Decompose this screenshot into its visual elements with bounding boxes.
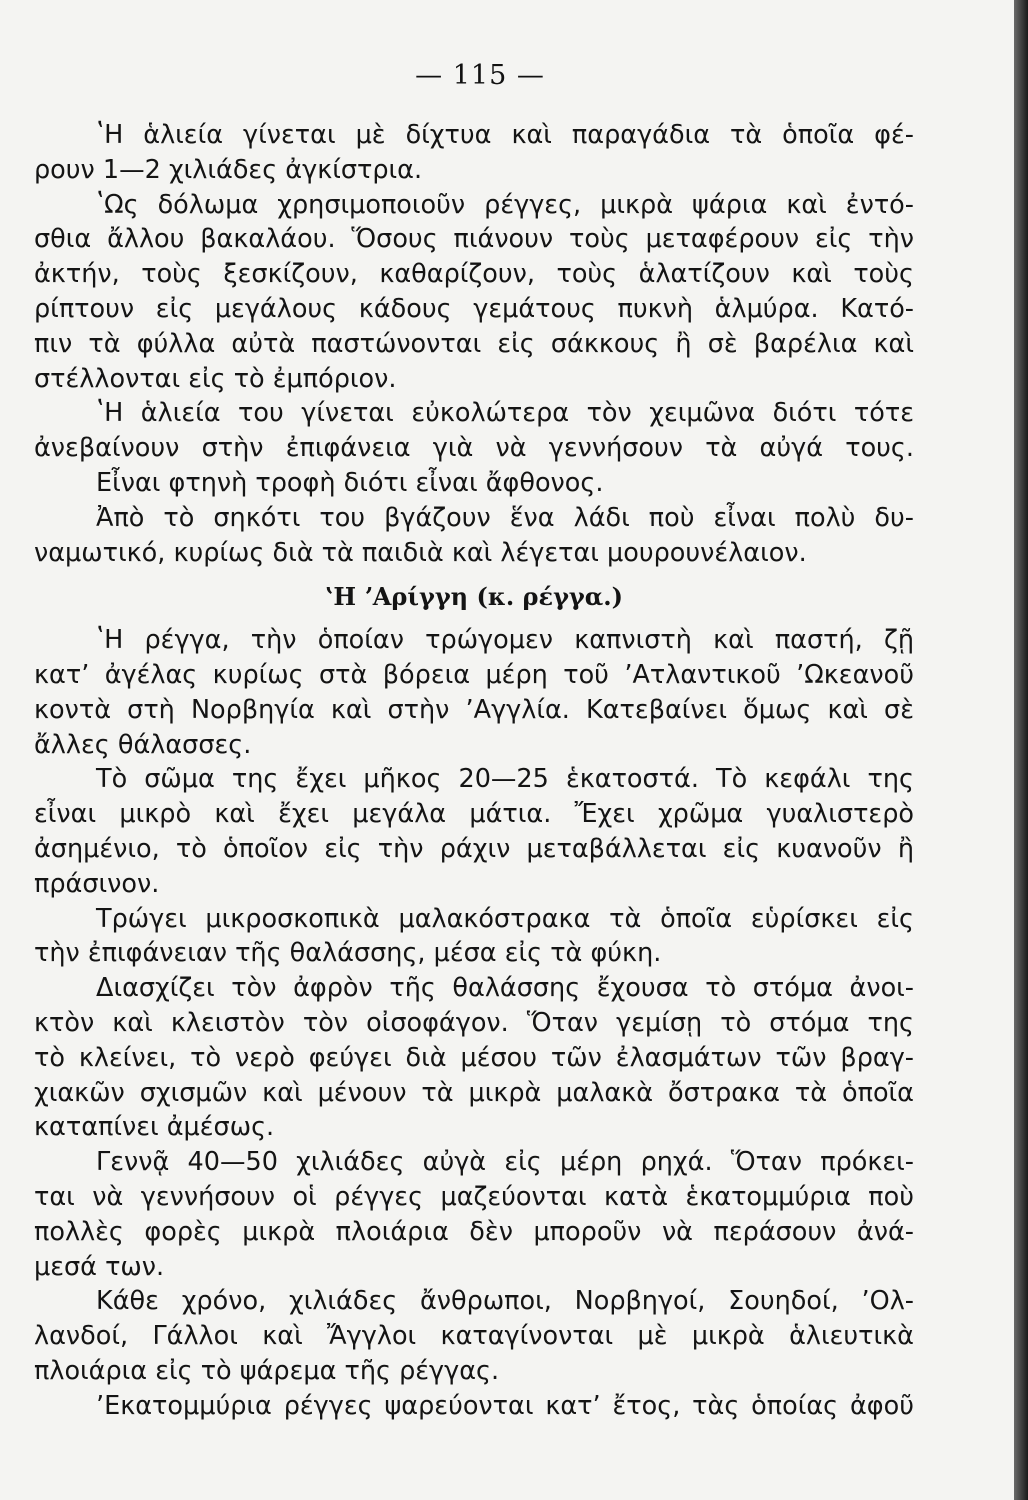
text-line: Ἀπὸ τὸ σηκότι του βγάζουν ἕνα λάδι ποὺ εἶναι πολὺ δυ- [96,502,914,533]
text-line: ναμωτικό, κυρίως διὰ τὰ παιδιὰ καὶ λέγεται μουρουνέλαιον. [34,537,807,568]
text-line: κτὸν καὶ κλειστὸν τὸν οἰσοφάγον. Ὅταν γεμίσῃ τὸ στόμα της [34,1007,914,1038]
text-line: Τὸ σῶμα της ἔχει μῆκος 20—25 ἑκατοστά. Τὸ κεφάλι της [96,764,914,795]
text-line: Κάθε χρόνο, χιλιάδες ἄνθρωποι, Νορβηγοί, Σουηδοί, ʼΟλ- [96,1286,914,1317]
text-line: εἶναι μικρὸ καὶ ἔχει μεγάλα μάτια. Ἔχει χρῶμα γυαλιστερὸ [34,799,914,830]
text-line: τὴν ἐπιφάνειαν τῆς θαλάσσης, μέσα εἰς τὰ φύκη. [34,938,662,969]
body-text [34,118,914,1423]
text-line: κατʼ ἀγέλας κυρίως στὰ βόρεια μέρη τοῦ ʼΑτλαντικοῦ ʼΩκεανοῦ [34,659,914,690]
text-line: ρουν 1—2 χιλιάδες ἀγκίστρια. [34,154,423,185]
text-line: ρίπτουν εἰς μεγάλους κάδους γεμάτους πυκνὴ ἁλμύρα. Κατό- [34,293,914,324]
section-heading: ʽΗ ʼΑρίγγη (κ. ρέγγα.) [325,582,623,612]
text-line: Γεννᾷ 40—50 χιλιάδες αὐγὰ εἰς μέρη ρηχά. Ὅταν πρόκει- [96,1147,914,1178]
text-line: ʽΗ ρέγγα, τὴν ὁποίαν τρώγομεν καπνιστὴ καὶ παστή, ζῇ [96,625,914,656]
text-line: Εἶναι φτηνὴ τροφὴ διότι εἶναι ἄφθονος. [96,467,604,498]
text-line: ʼΕκατομμύρια ρέγγες ψαρεύονται κατʼ ἔτος, τὰς ὁποίας ἀφοῦ [96,1390,914,1421]
text-line: πολλὲς φορὲς μικρὰ πλοιάρια δὲν μποροῦν νὰ περάσουν ἀνά- [34,1216,914,1247]
text-line: χιακῶν σχισμῶν καὶ μένουν τὰ μικρὰ μαλακὰ ὄστρακα τὰ ὁποῖα [34,1077,914,1108]
text-line: λανδοί, Γάλλοι καὶ Ἄγγλοι καταγίνονται μὲ μικρὰ ἁλιευτικὰ [34,1321,914,1352]
text-line: ʽΗ ἁλιεία του γίνεται εὐκολώτερα τὸν χειμῶνα διότι τότε [96,398,914,429]
text-line: ἀσημένιο, τὸ ὁποῖον εἰς τὴν ράχιν μεταβάλλεται εἰς κυανοῦν ἢ [34,833,914,864]
text-line: σθια ἄλλου βακαλάου. Ὅσους πιάνουν τοὺς μεταφέρουν εἰς τὴν [34,224,914,255]
text-line: τὸ κλείνει, τὸ νερὸ φεύγει διὰ μέσου τῶν ἐλασμάτων τῶν βραγ- [34,1042,914,1073]
text-line: κοντὰ στὴ Νορβηγία καὶ στὴν ʼΑγγλία. Κατεβαίνει ὅμως καὶ σὲ [34,694,914,725]
text-line: ἀκτήν, τοὺς ξεσκίζουν, καθαρίζουν, τοὺς ἁλατίζουν καὶ τοὺς [34,259,914,290]
text-line: πιν τὰ φύλλα αὐτὰ παστώνονται εἰς σάκκους ἢ σὲ βαρέλια καὶ [34,328,914,359]
page-number: — 115 — [415,60,545,91]
text-line: καταπίνει ἀμέσως. [34,1112,275,1143]
text-line: ʽΩς δόλωμα χρησιμοποιοῦν ρέγγες, μικρὰ ψάρια καὶ ἐντό- [96,189,914,220]
text-line: ἀνεβαίνουν στὴν ἐπιφάνεια γιὰ νὰ γεννήσουν τὰ αὐγά τους. [34,433,914,464]
text-line: στέλλονται εἰς τὸ ἐμπόριον. [34,363,397,394]
text-line: πράσινον. [34,868,160,899]
text-line: Τρώγει μικροσκοπικὰ μαλακόστρακα τὰ ὁποῖα εὑρίσκει εἰς [96,903,914,934]
text-line: ἄλλες θάλασσες. [34,729,252,760]
text-line: μεσά των. [34,1251,165,1282]
text-line: ται νὰ γεννήσουν οἱ ρέγγες μαζεύονται κατὰ ἑκατομμύρια ποὺ [34,1181,914,1212]
text-line: Διασχίζει τὸν ἀφρὸν τῆς θαλάσσης ἔχουσα τὸ στόμα ἀνοι- [96,973,914,1004]
page-edge-shadow [1014,0,1028,1500]
text-line: ʽΗ ἁλιεία γίνεται μὲ δίχτυα καὶ παραγάδια τὰ ὁποῖα φέ- [96,120,914,150]
text-line: πλοιάρια εἰς τὸ ψάρεμα τῆς ρέγγας. [34,1355,500,1386]
